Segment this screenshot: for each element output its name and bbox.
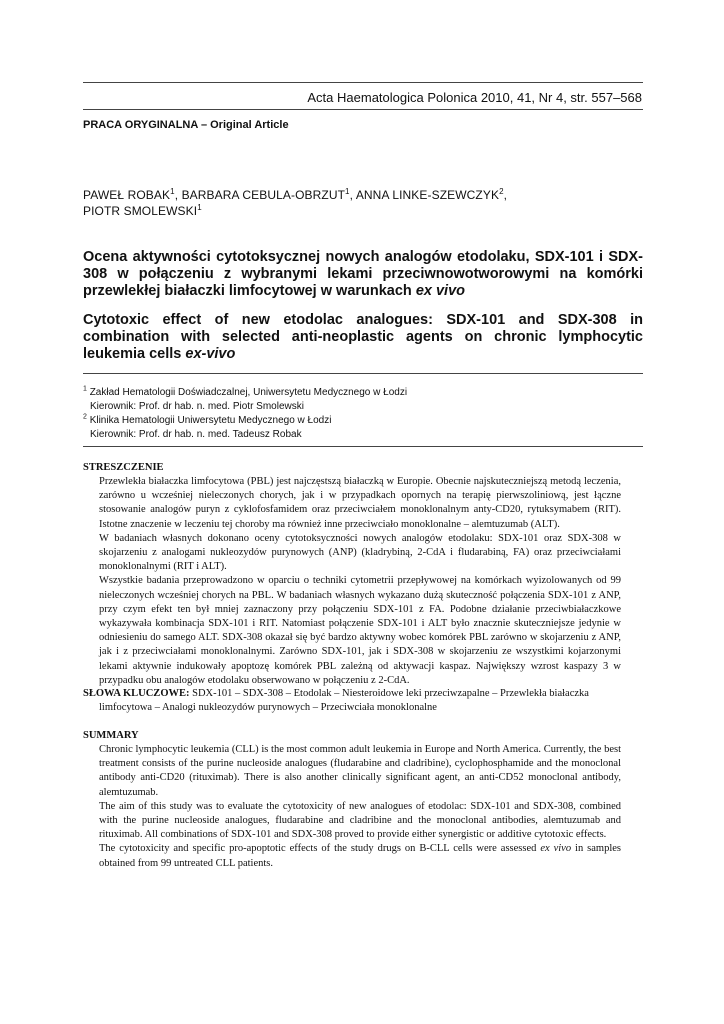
- affiliations: [83, 386, 643, 442]
- title-polish-italic: ex vivo: [415, 283, 465, 299]
- affiliation-head: Kierownik: Prof. dr hab. n. med. Piotr Smolewski: [90, 401, 304, 412]
- affiliation-line: [83, 386, 643, 400]
- author-name: PIOTR SMOLEWSKI: [83, 204, 198, 218]
- header-rule-top: [83, 82, 643, 83]
- keywords-text: SDX-101 – SDX-308 – Etodolak – Niesteroidowe leki przeciwzapalne – Przewlekła białaczka: [192, 688, 589, 699]
- summary-body: [99, 743, 621, 871]
- author-affil-sup: 2: [499, 187, 504, 196]
- affiliations-rule-bottom: [83, 446, 643, 447]
- author-affil-sup: 1: [170, 187, 175, 196]
- affiliations-rule-top: [83, 373, 643, 374]
- title-english: [83, 312, 643, 363]
- summary-paragraph: Chronic lymphocytic leukemia (CLL) is the most common adult leukemia in Europe and North America. Currently, the best treatment consists of the purine nucleoside analogues (fludarabine and cladribine), cyclophosphamide and the monoclonal antibody anti-CD20 (rituximab). There is also another clinically significant agent, an anti-CD52 monoclonal antibody, alemtuzumab.: [99, 744, 621, 798]
- title-polish: [83, 249, 643, 300]
- affiliation-sup: 1: [83, 385, 87, 393]
- affiliation-line: [83, 414, 643, 428]
- streszczenie-heading: STRESZCZENIE: [83, 462, 164, 473]
- keywords-text-continued: limfocytowa – Analogi nukleozydów purynowych – Przeciwciała monoklonalne: [99, 702, 437, 714]
- streszczenie-body: [99, 475, 621, 688]
- author-name: ANNA LINKE-SZEWCZYK: [355, 188, 500, 202]
- author-affil-sup: 1: [345, 187, 350, 196]
- abstract-paragraph: W badaniach własnych dokonano oceny cytotoksyczności nowych analogów etodolaku: SDX-101 oraz SDX-308 w skojarzeniu z analogami nukleozydów purynowych (ANP) (kladrybiną, 2-CdA i fludarabiną, FA) oraz przeciwciałami monoklonalnymi (RIT i ALT).: [99, 532, 621, 573]
- keywords-label: SŁOWA KLUCZOWE:: [83, 688, 190, 699]
- affiliation-sup: 2: [83, 413, 87, 421]
- journal-citation: Acta Haematologica Polonica 2010, 41, Nr 4, str. 557–568: [307, 90, 642, 105]
- title-polish-main: Ocena aktywności cytotoksycznej nowych analogów etodolaku, SDX-101 i SDX-308 w połączeniu z wybranymi lekami przeciwnowotworowymi na komórki przewlekłej białaczki limfocytowej w warunkach: [83, 249, 643, 299]
- title-english-italic: ex-vivo: [185, 346, 236, 362]
- author-affil-sup: 1: [197, 203, 202, 212]
- article-type: PRACA ORYGINALNA – Original Article: [83, 119, 289, 131]
- summary-paragraph: The aim of this study was to evaluate the cytotoxicity of new analogues of etodolac: SDX-101 and SDX-308, combined with the purine nucleoside analogues, fludarabine and cladribine and the monoclonal antibodies, alemtuzumab and rituximab. All combinations of SDX-101 and SDX-308 proved to provide either synergistic or additive cytotoxic effects.: [99, 800, 621, 841]
- header-rule-bottom: [83, 109, 643, 110]
- summary-paragraph: [99, 842, 621, 870]
- title-english-main: Cytotoxic effect of new etodolac analogues: SDX-101 and SDX-308 in combination with selected anti-neoplastic agents on chronic lymphocytic leukemia cells: [83, 312, 643, 362]
- affiliation-head: Kierownik: Prof. dr hab. n. med. Tadeusz Robak: [90, 429, 302, 440]
- affiliation-name: Zakład Hematologii Doświadczalnej, Uniwersytetu Medycznego w Łodzi: [89, 387, 408, 398]
- author-name: PAWEŁ ROBAK: [83, 188, 171, 202]
- summary-heading: SUMMARY: [83, 730, 139, 741]
- summary-text: The cytotoxicity and specific pro-apoptotic effects of the study drugs on B-CLL cells were assessed: [99, 843, 541, 855]
- abstract-paragraph: Wszystkie badania przeprowadzono w oparciu o techniki cytometrii przepływowej na komórkach wyizolowanych od 99 nieleczonych wcześniej chorych na PBL. W badaniach własnych wykazano dużą skuteczność połączenia SDX-101 z ANP, przy czym efekt ten był mniej zaznaczony przy połączeniu SDX-101 z FA. Podobne działanie przeciwbiałaczkowe wykazywała kombinacja SDX-101 i RIT. Natomiast połączenie SDX-101 i ALT było znacznie skuteczniejsze jedynie w odniesieniu do samego ALT. SDX-308 okazał się być bardzo aktywny wobec komórek PBL zarówno w skojarzeniu z ANP, jak i z przeciwciałami monoklonalnymi. Zarówno SDX-101, jak i SDX-308 w skojarzeniu ze wszystkimi kojarzonymi lekami aktywnie indukowały apoptozę komórek PBL zależną od aktywacji kaspaz. Największy wzrost kaspazy 3 w przypadku obu analogów etodolaku obserwowano w połączeniu z 2-CdA.: [99, 575, 621, 686]
- author-list: PAWEŁ ROBAK$^1$, BARBARA CEBULA-OBRZUT$^1$, ANNA LINKE-SZEWCZYK$^2$, PIOTR SMOLEWSKI$^1$: [83, 187, 508, 218]
- abstract-paragraph: Przewlekła białaczka limfocytowa (PBL) jest najczęstszą białaczką w Europie. Obecnie najskuteczniejszą metodą leczenia, zarówno u wcześniej nieleczonych chorych, jak i w przypadkach opornych na terapię pierwszoliniową, jest łączne stosowanie analogów puryn z cyklofosfamidem oraz przeciwciałem monoklonalnym anty-CD20, rytuksymabem (RIT). Istotne znaczenie w leczeniu tej choroby ma również inne przeciwciało monoklonalne – alemtuzumab (ALT).: [99, 476, 621, 530]
- affiliation-name: Klinika Hematologii Uniwersytetu Medycznego w Łodzi: [89, 415, 332, 426]
- author-name: BARBARA CEBULA-OBRZUT: [181, 188, 346, 202]
- keywords: [83, 687, 643, 715]
- summary-italic: ex vivo: [540, 843, 572, 855]
- summary-text: in samples obtained from 99 untreated CLL patients.: [99, 843, 621, 869]
